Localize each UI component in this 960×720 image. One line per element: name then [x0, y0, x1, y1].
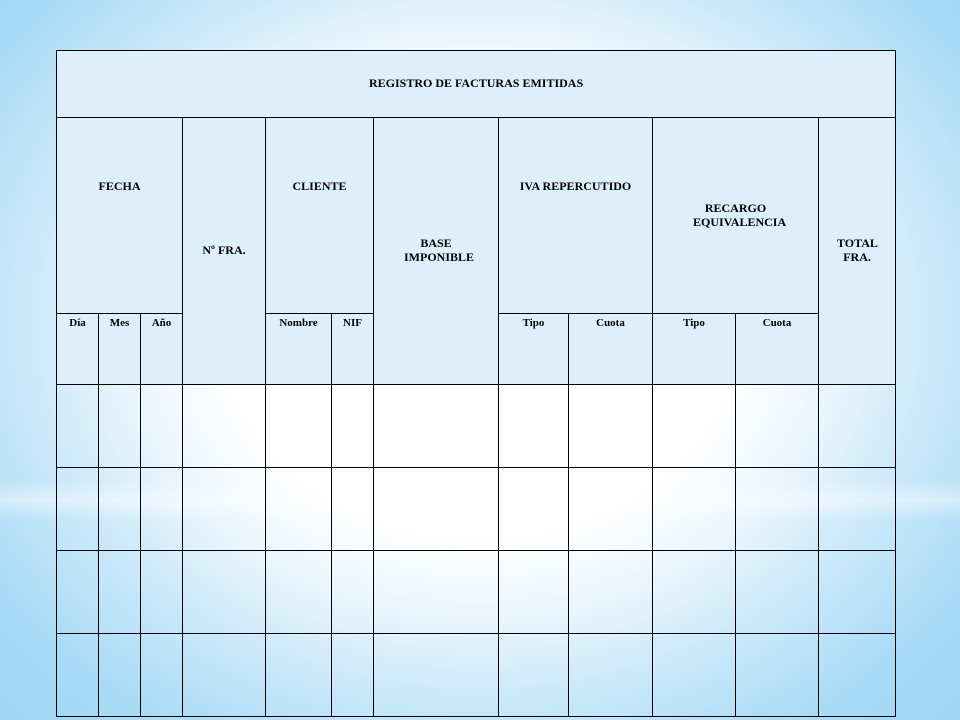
- cell-total-fra[interactable]: [819, 385, 896, 468]
- header-iva-repercutido: IVA REPERCUTIDO: [499, 118, 653, 314]
- cell-nombre[interactable]: [266, 385, 332, 468]
- cell-nombre[interactable]: [266, 551, 332, 634]
- cell-mes[interactable]: [99, 634, 141, 717]
- cell-rec-cuota[interactable]: [736, 468, 819, 551]
- subheader-iva-cuota: Cuota: [569, 314, 653, 385]
- cell-iva-cuota[interactable]: [569, 634, 653, 717]
- cell-base-imponible[interactable]: [374, 634, 499, 717]
- cell-rec-cuota[interactable]: [736, 385, 819, 468]
- cell-dia[interactable]: [57, 551, 99, 634]
- cell-rec-tipo[interactable]: [653, 385, 736, 468]
- title-row: [57, 51, 896, 118]
- cell-mes[interactable]: [99, 385, 141, 468]
- table-row: [57, 551, 896, 634]
- cell-base-imponible[interactable]: [374, 551, 499, 634]
- subheader-nif: NIF: [332, 314, 374, 385]
- cell-rec-tipo[interactable]: [653, 634, 736, 717]
- cell-dia[interactable]: [57, 468, 99, 551]
- subheader-dia: Día: [57, 314, 99, 385]
- subheader-rec-tipo: Tipo: [653, 314, 736, 385]
- header-cliente: CLIENTE: [266, 118, 374, 314]
- invoice-register: [56, 50, 895, 654]
- header-base-imponible: BASE IMPONIBLE: [374, 118, 499, 385]
- cell-iva-tipo[interactable]: [499, 468, 569, 551]
- cell-nif[interactable]: [332, 551, 374, 634]
- subheader-iva-tipo: Tipo: [499, 314, 569, 385]
- cell-nombre[interactable]: [266, 468, 332, 551]
- cell-anio[interactable]: [141, 634, 183, 717]
- header-row: [57, 118, 896, 314]
- cell-mes[interactable]: [99, 468, 141, 551]
- cell-base-imponible[interactable]: [374, 385, 499, 468]
- cell-dia[interactable]: [57, 385, 99, 468]
- cell-anio[interactable]: [141, 551, 183, 634]
- cell-nif[interactable]: [332, 634, 374, 717]
- cell-nombre[interactable]: [266, 634, 332, 717]
- cell-num-fra[interactable]: [183, 634, 266, 717]
- cell-rec-tipo[interactable]: [653, 551, 736, 634]
- cell-num-fra[interactable]: [183, 468, 266, 551]
- cell-anio[interactable]: [141, 468, 183, 551]
- cell-total-fra[interactable]: [819, 551, 896, 634]
- cell-iva-cuota[interactable]: [569, 385, 653, 468]
- cell-rec-cuota[interactable]: [736, 634, 819, 717]
- table-row: [57, 385, 896, 468]
- table-title: REGISTRO DE FACTURAS EMITIDAS: [57, 51, 896, 118]
- cell-nif[interactable]: [332, 385, 374, 468]
- table-row: [57, 634, 896, 717]
- cell-iva-tipo[interactable]: [499, 385, 569, 468]
- cell-anio[interactable]: [141, 385, 183, 468]
- cell-iva-tipo[interactable]: [499, 551, 569, 634]
- cell-rec-tipo[interactable]: [653, 468, 736, 551]
- cell-rec-cuota[interactable]: [736, 551, 819, 634]
- subheader-rec-cuota: Cuota: [736, 314, 819, 385]
- subheader-nombre: Nombre: [266, 314, 332, 385]
- table-row: [57, 468, 896, 551]
- header-fecha: FECHA: [57, 118, 183, 314]
- cell-total-fra[interactable]: [819, 468, 896, 551]
- cell-base-imponible[interactable]: [374, 468, 499, 551]
- cell-iva-cuota[interactable]: [569, 468, 653, 551]
- cell-iva-tipo[interactable]: [499, 634, 569, 717]
- cell-nif[interactable]: [332, 468, 374, 551]
- cell-num-fra[interactable]: [183, 385, 266, 468]
- cell-total-fra[interactable]: [819, 634, 896, 717]
- cell-num-fra[interactable]: [183, 551, 266, 634]
- header-total-fra: TOTAL FRA.: [819, 118, 896, 385]
- invoice-register-table: [56, 50, 896, 717]
- header-num-fra: Nº FRA.: [183, 118, 266, 385]
- cell-mes[interactable]: [99, 551, 141, 634]
- subheader-anio: Año: [141, 314, 183, 385]
- cell-dia[interactable]: [57, 634, 99, 717]
- header-recargo-equivalencia: RECARGO EQUIVALENCIA: [653, 118, 819, 314]
- subheader-mes: Mes: [99, 314, 141, 385]
- cell-iva-cuota[interactable]: [569, 551, 653, 634]
